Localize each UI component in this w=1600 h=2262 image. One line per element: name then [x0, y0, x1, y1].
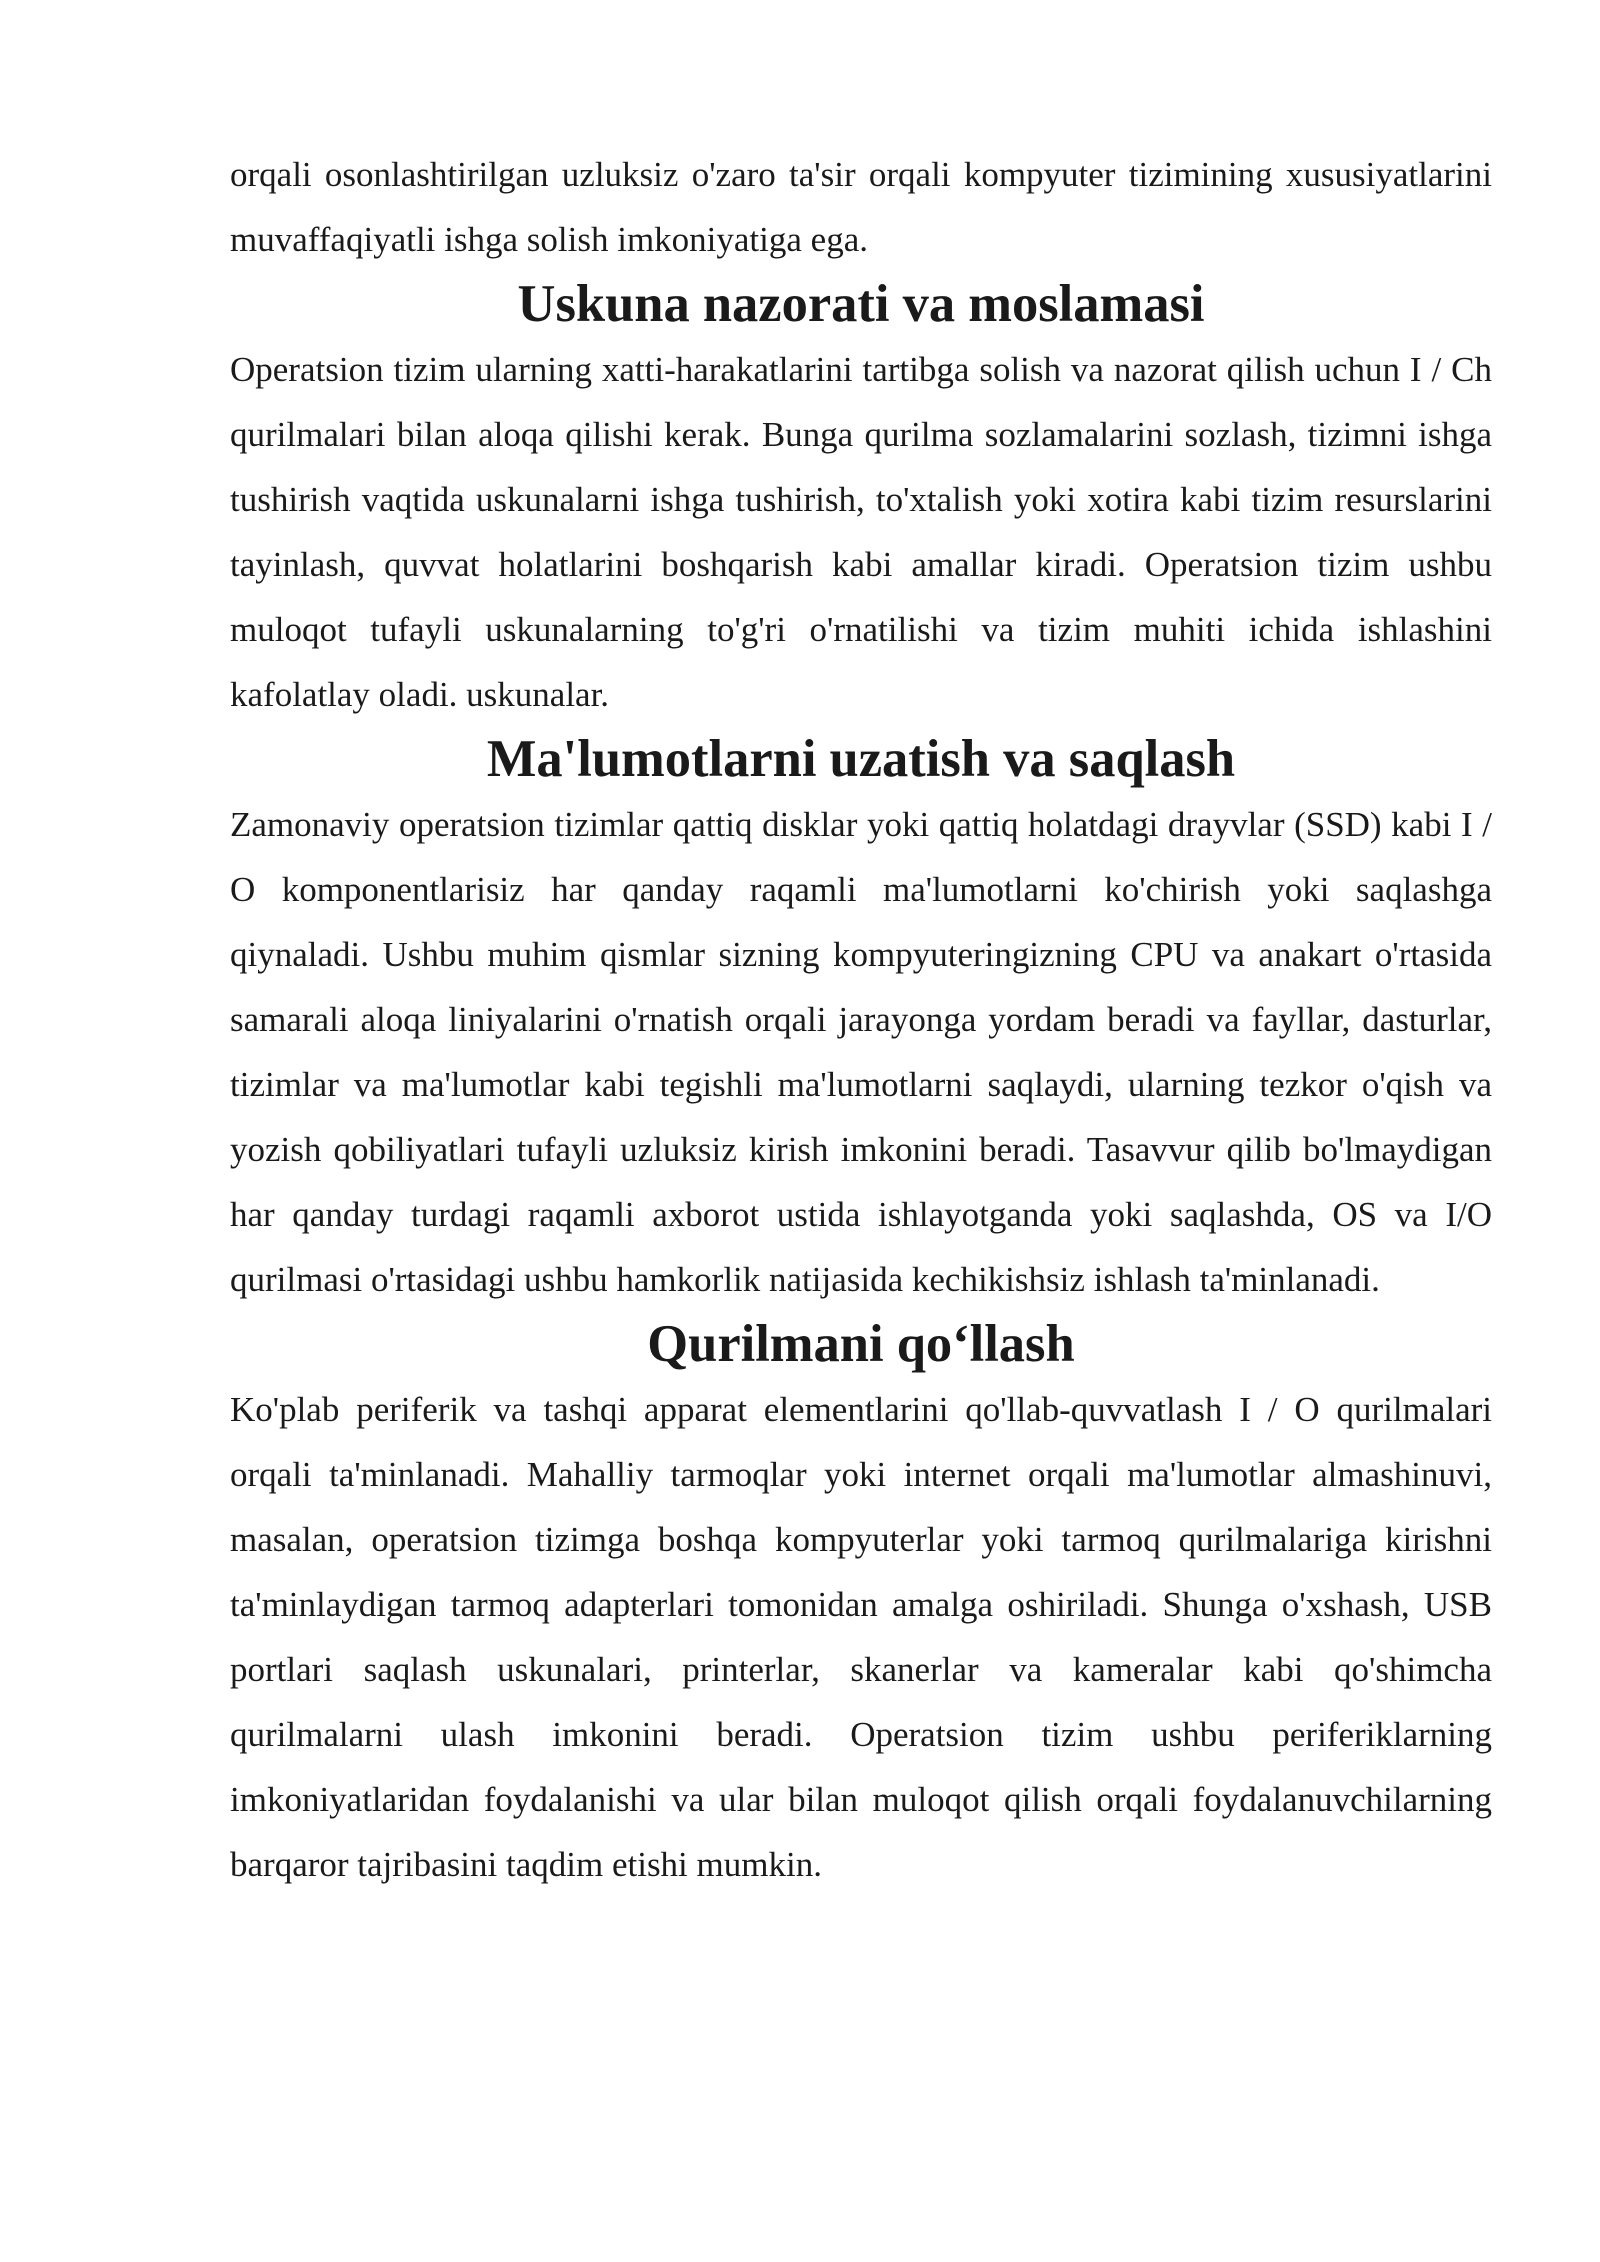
section-heading-data-transfer-storage: Ma'lumotlarni uzatish va saqlash — [486, 730, 1236, 788]
section-heading-hardware-control: Uskuna nazorati va moslamasi — [517, 275, 1205, 333]
section-body-hardware-control: Operatsion tizim ularning xatti-harakatlarini tartibga solish va nazorat qilish uchun I / Ch qurilmalari bilan aloqa qilishi kerak. Bunga qurilma sozlamalarini sozlash, tizimni ishga tushirish vaqtida uskunalarni ishga tushirish, to'xtalish yoki xotira kabi tizim resurslarini tayinlash, quvvat holatlarini boshqarish kabi amallar kiradi. Operatsion tizim ushbu muloqot tufayli uskunalarning to'g'ri o'rnatilishi va tizim muhiti ichida ishlashini kafolatlay oladi. uskunalar. — [230, 350, 1492, 714]
section-body-data-transfer-storage: Zamonaviy operatsion tizimlar qattiq disklar yoki qattiq holatdagi drayvlar (SSD) kabi I / O komponentlarisiz har qanday raqamli ma'lumotlarni ko'chirish yoki saqlashga qiynaladi. Ushbu muhim qismlar sizning kompyuteringizning CPU va anakart o'rtasida samarali aloqa liniyalarini o'rnatish orqali jarayonga yordam beradi va fayllar, dasturlar, tizimlar va ma'lumotlar kabi tegishli ma'lumotlarni saqlaydi, ularning tezkor o'qish va yozish qobiliyatlari tufayli uzluksiz kirish imkonini beradi. Tasavvur qilib bo'lmaydigan har qanday turdagi raqamli axborot ustida ishlayotganda yoki saqlashda, OS va I/O qurilmasi o'rtasidagi ushbu hamkorlik natijasida kechikishsiz ishlash ta'minlanadi. — [230, 805, 1492, 1299]
section-body-device-support: Ko'plab periferik va tashqi apparat elementlarini qo'llab-quvvatlash I / O qurilmalari orqali ta'minlanadi. Mahalliy tarmoqlar yoki internet orqali ma'lumotlar almashinuvi, masalan, operatsion tizimga boshqa kompyuterlar yoki tarmoq qurilmalariga kirishni ta'minlaydigan tarmoq adapterlari tomonidan amalga oshiriladi. Shunga o'xshash, USB portlari saqlash uskunalari, printerlar, skanerlar va kameralar kabi qo'shimcha qurilmalarni ulash imkonini beradi. Operatsion tizim ushbu periferiklarning imkoniyatlaridan foydalanishi va ular bilan muloqot qilish orqali foydalanuvchilarning barqaror tajribasini taqdim etishi mumkin. — [230, 1390, 1492, 1884]
document-body — [230, 142, 1492, 1897]
intro-paragraph: orqali osonlashtirilgan uzluksiz o'zaro ta'sir orqali kompyuter tizimining xususiyatlarini muvaffaqiyatli ishga solish imkoniyatiga ega. — [230, 155, 1492, 259]
section-heading-device-support: Qurilmani qo‘llash — [647, 1315, 1075, 1373]
